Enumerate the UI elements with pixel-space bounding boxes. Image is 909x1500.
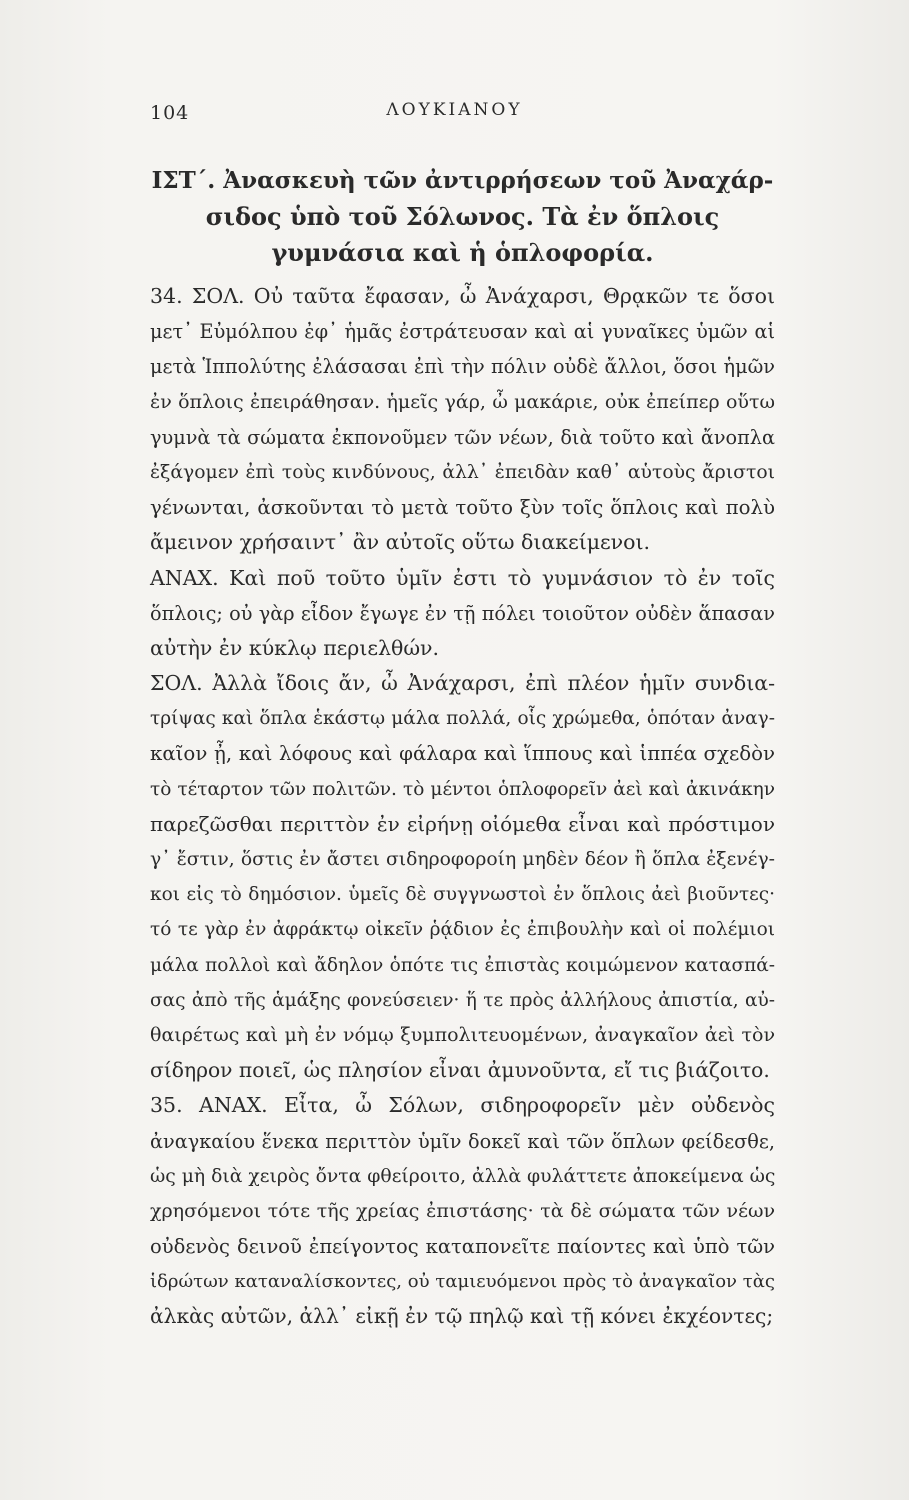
text-line: 35. ΑΝΑΧ. Εἶτα, ὦ Σόλων, σιδηροφορεῖν μὲν οὐδενὸς <box>150 1093 775 1118</box>
text-line: μάλα πολλοὶ καὶ ἄδηλον ὁπότε τις ἐπιστὰς κοιμώμενον κατασπά- <box>150 954 775 976</box>
text-line: οὐδενὸς δεινοῦ ἐπείγοντος καταπονεῖτε παίοντες καὶ ὑπὸ τῶν <box>150 1235 775 1259</box>
heading-line: γυμνάσια καὶ ἡ ὁπλοφορία. <box>271 238 654 267</box>
text-line: ἀναγκαίου ἕνεκα περιττὸν ὑμῖν δοκεῖ καὶ τῶν ὅπλων φείδεσθε, <box>150 1129 775 1153</box>
text-line: μετ᾽ Εὐμόλπου ἐφ᾽ ἡμᾶς ἐστράτευσαν καὶ αἱ γυναῖκες ὑμῶν αἱ <box>150 320 775 344</box>
text-line: τὸ τέταρτον τῶν πολιτῶν. τὸ μέντοι ὁπλοφορεῖν ἀεὶ καὶ ἀκινάκην <box>150 778 775 800</box>
text-line: ὡς μὴ διὰ χειρὸς ὄντα φθείροιτο, ἀλλὰ φυλάττετε ἀποκείμενα ὡς <box>150 1165 776 1187</box>
text-line: γ᾽ ἔστιν, ὅστις ἐν ἄστει σιδηροφοροίη μηδὲν δέον ἢ ὅπλα ἐξενέγ- <box>150 849 775 870</box>
text-line: αὐτὴν ἐν κύκλῳ περιελθών. <box>150 635 440 660</box>
heading-line: ΙΣΤ΄. Ἀνασκευὴ τῶν ἀντιρρήσεων τοῦ Ἀναχάρ- <box>151 167 774 194</box>
text-line: 34. ΣΟΛ. Οὐ ταῦτα ἔφασαν, ὦ Ἀνάχαρσι, Θρᾳκῶν τε ὅσοι <box>150 284 775 308</box>
text-line: καῖον ᾖ, καὶ λόφους καὶ φάλαρα καὶ ἵππους καὶ ἱππέα σχεδὸν <box>150 742 775 766</box>
text-line: κοι εἰς τὸ δημόσιον. ὑμεῖς δὲ συγγνωστοὶ ἐν ὅπλοις ἀεὶ βιοῦντες· <box>150 884 775 906</box>
text-line: μετὰ Ἱππολύτης ἐλάσασαι ἐπὶ τὴν πόλιν οὐδὲ ἄλλοι, ὅσοι ἡμῶν <box>150 355 775 379</box>
text-line: ἄμεινον χρήσαιντ᾽ ἂν αὐτοῖς οὕτω διακείμενοι. <box>150 530 651 555</box>
text-line: σας ἀπὸ τῆς ἁμάξης φονεύσειεν· ἥ τε πρὸς ἀλλήλους ἀπιστία, αὐ- <box>150 989 775 1011</box>
text-line: χρησόμενοι τότε τῆς χρείας ἐπιστάσης· τὰ δὲ σώματα τῶν νέων <box>150 1199 775 1222</box>
text-line: ἐξάγομεν ἐπὶ τοὺς κινδύνους, ἀλλ᾽ ἐπειδὰν καθ᾽ αὑτοὺς ἄριστοι <box>150 461 775 483</box>
text-line: τρίψας καὶ ὅπλα ἑκάστῳ μάλα πολλά, οἷς χρώμεθα, ὁπόταν ἀναγ- <box>150 708 775 730</box>
text-line: γυμνὰ τὰ σώματα ἐκπονοῦμεν τῶν νέων, διὰ τοῦτο καὶ ἄνοπλα <box>150 425 775 449</box>
text-line: ἱδρώτων καταναλίσκοντες, οὐ ταμιευόμενοι πρὸς τὸ ἀναγκαῖον τὰς <box>150 1271 775 1293</box>
text-line: γένωνται, ἀσκοῦνται τὸ μετὰ τοῦτο ξὺν τοῖς ὅπλοις καὶ πολὺ <box>150 496 775 520</box>
body-text <box>150 279 775 1335</box>
text-line: θαιρέτως καὶ μὴ ἐν νόμῳ ξυμπολιτευομένων, ἀναγκαῖον ἀεὶ τὸν <box>150 1023 775 1046</box>
text-line: σίδηρον ποιεῖ, ὡς πλησίον εἶναι ἀμυνοῦντα, εἴ τις βιάζοιτο. <box>150 1058 770 1083</box>
text-line: ὅπλοις; οὐ γὰρ εἶδον ἔγωγε ἐν τῇ πόλει τοιοῦτον οὐδὲν ἅπασαν <box>150 601 775 625</box>
heading-line: σιδος ὑπὸ τοῦ Σόλωνος. Τὰ ἐν ὅπλοις <box>205 202 720 231</box>
page-number: 104 <box>150 102 190 124</box>
text-line: ἐν ὅπλοις ἐπειράθησαν. ἡμεῖς γάρ, ὦ μακάριε, οὐκ ἐπείπερ οὕτω <box>150 390 775 413</box>
text-line: ΣΟΛ. Ἀλλὰ ἴδοις ἄν, ὦ Ἀνάχαρσι, ἐπὶ πλέον ἡμῖν συνδια- <box>150 671 775 696</box>
running-title: ΛΟΥΚΙΑΝΟΥ <box>386 100 523 120</box>
section-heading <box>150 163 775 271</box>
text-line: ΑΝΑΧ. Καὶ ποῦ τοῦτο ὑμῖν ἐστι τὸ γυμνάσιον τὸ ἐν τοῖς <box>150 565 775 590</box>
text-line: τό τε γὰρ ἐν ἀφράκτῳ οἰκεῖν ῥᾴδιον ἐς ἐπιβουλὴν καὶ οἱ πολέμιοι <box>150 919 775 941</box>
text-line: παρεζῶσθαι περιττὸν ἐν εἰρήνῃ οἰόμεθα εἶναι καὶ πρόστιμον <box>150 811 775 836</box>
text-line: ἀλκὰς αὐτῶν, ἀλλ᾽ εἰκῇ ἐν τῷ πηλῷ καὶ τῇ κόνει ἐκχέοντες; <box>150 1304 774 1329</box>
